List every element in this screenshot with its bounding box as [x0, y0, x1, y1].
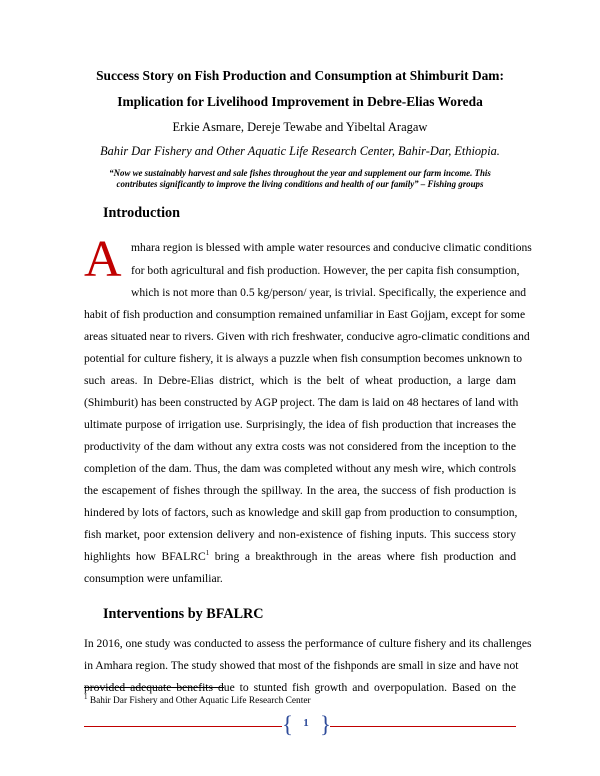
intro-line-15 — [84, 550, 516, 563]
intro-line-7: such areas. In Debre-Elias district, which is the belt of wheat production, a large dam — [84, 374, 516, 387]
intro-line-4: habit of fish production and consumption remained unfamiliar in East Gojjam, except for some — [84, 308, 526, 321]
drop-cap: A — [84, 231, 122, 288]
intro-line-9: ultimate purpose of irrigation use. Surprisingly, the idea of fish production that increases the — [84, 418, 516, 431]
authors: Erkie Asmare, Dereje Tewabe and Yibeltal Aragaw — [172, 120, 428, 134]
page-number: 1 — [303, 717, 309, 729]
footer-brace-right: } — [320, 712, 332, 737]
epigraph-quote — [88, 168, 512, 190]
footer-rule-left — [84, 726, 282, 727]
title-line-2: Implication for Livelihood Improvement in Debre-Elias Woreda — [117, 94, 483, 109]
interventions-line-3-wrap: provided adequate benefits due to stunted fish growth and overpopulation. Based on the — [84, 681, 516, 694]
interventions-line-2: in Amhara region. The study showed that most of the fishponds are small in size and have not — [84, 659, 519, 672]
quote-line-1: “Now we sustainably harvest and sale fishes throughout the year and supplement our farm income. This — [109, 168, 491, 178]
intro-line-10: productivity of the dam without any extra costs was not considered from the inception to the — [84, 440, 516, 453]
heading-interventions: Interventions by BFALRC — [103, 606, 264, 622]
footnote-rule — [84, 687, 224, 688]
footer-rule-right — [330, 726, 516, 727]
footnote — [84, 692, 311, 706]
footnote-text: Bahir Dar Fishery and Other Aquatic Life Research Center — [87, 696, 311, 706]
intro-line-15-end: bring a breakthrough in the areas where fish production and — [209, 550, 517, 563]
interventions-line-1: In 2016, one study was conducted to assess the performance of culture fishery and its challenges — [84, 637, 532, 650]
intro-line-1: mhara region is blessed with ample water resources and conducive climatic conditions — [131, 241, 532, 254]
affiliation: Bahir Dar Fishery and Other Aquatic Life Research Center, Bahir-Dar, Ethiopia. — [100, 144, 500, 158]
intro-line-3: which is not more than 0.5 kg/person/ year, is trivial. Specifically, the experience and — [131, 286, 527, 299]
intro-line-13: hindered by lots of factors, such as knowledge and skill gap from production to consumption, — [84, 506, 518, 519]
intro-line-14: fish market, poor extension delivery and non-existence of fishing inputs. This success story — [84, 528, 516, 541]
title-line-1: Success Story on Fish Production and Consumption at Shimburit Dam: — [96, 68, 504, 83]
heading-introduction: Introduction — [103, 205, 180, 221]
intro-line-8: (Shimburit) has been constructed by AGP project. The dam is laid on 48 hectares of land with — [84, 396, 519, 409]
intro-line-15-start: highlights how BFALRC — [84, 550, 206, 563]
intro-line-2: for both agricultural and fish production. However, the per capita fish consumption, — [131, 264, 520, 277]
intro-line-11: completion of the dam. Thus, the dam was completed without any mesh wire, which controls — [84, 462, 516, 475]
footnote-ref: 1 — [205, 549, 210, 558]
intro-line-5: areas situated near to rivers. Given with rich freshwater, conducive agro-climatic conditions and — [84, 330, 530, 343]
intro-line-12: the escapement of fishes through the spillway. In the area, the success of fish production is — [84, 484, 516, 497]
intro-line-6: potential for culture fishery, it is always a puzzle when fish consumption becomes unknown to — [84, 352, 523, 365]
intro-line-16: consumption were unfamiliar. — [84, 572, 223, 585]
quote-line-2: contributes significantly to improve the living conditions and health of our family” – Fishing groups — [116, 179, 484, 189]
footnote-marker: 1 — [84, 692, 88, 701]
footer-brace-left: { — [282, 712, 294, 737]
